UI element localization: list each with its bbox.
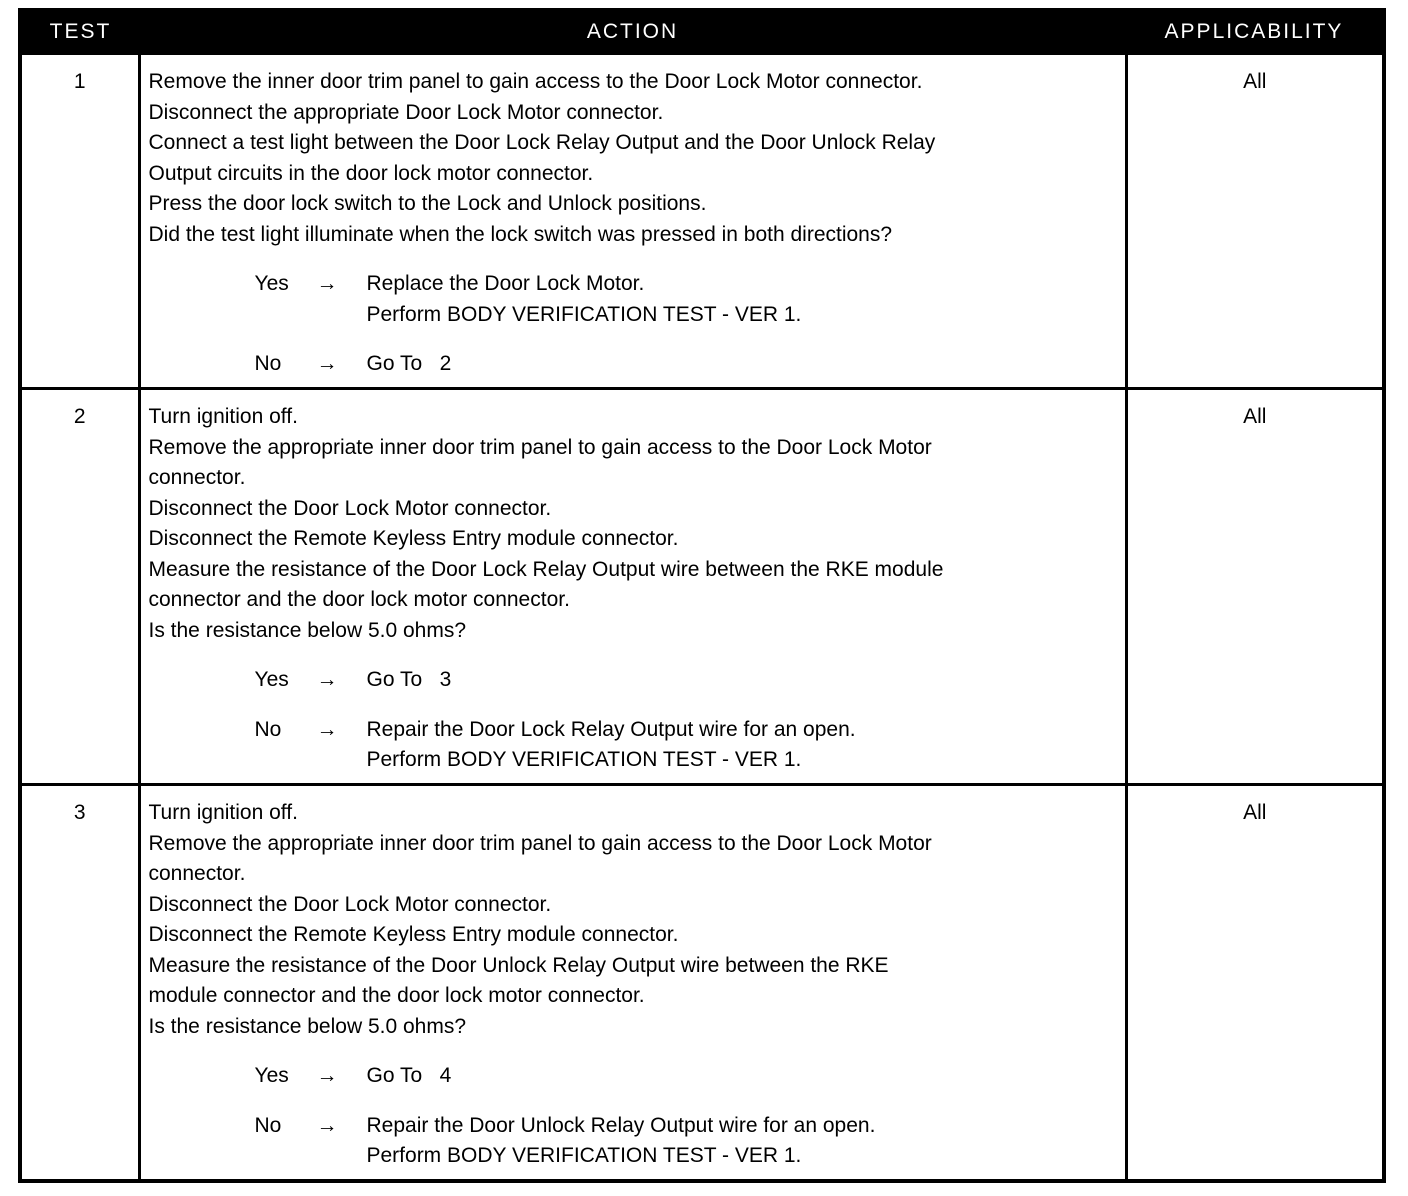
header-test: TEST [20, 10, 139, 54]
yes-outcome [255, 1061, 1119, 1092]
yes-result [367, 1061, 1119, 1092]
action-step: Measure the resistance of the Door Unlock Relay Output wire between the RKE [148, 953, 889, 977]
action-step: Disconnect the Door Lock Motor connector. [148, 892, 552, 916]
applicability-value: All [1126, 785, 1384, 1181]
applicability-value: All [1126, 54, 1384, 389]
action-step: Did the test light illuminate when the lock switch was pressed in both directions? [148, 222, 893, 246]
table-row [20, 54, 1384, 389]
yes-outcome [255, 665, 1119, 696]
result-line: Go To 4 [366, 1064, 452, 1087]
test-number: 3 [20, 785, 139, 1181]
result-line: Go To 3 [366, 668, 452, 691]
table-row [20, 389, 1384, 785]
header-action: ACTION [139, 10, 1126, 54]
action-cell [139, 389, 1126, 785]
action-step: Disconnect the Remote Keyless Entry module connector. [148, 527, 679, 550]
no-result [367, 349, 1119, 380]
right-arrow-icon: → [316, 352, 338, 375]
action-step: module connector and the door lock motor connector. [148, 984, 645, 1007]
right-arrow-icon: → [316, 668, 338, 691]
table-row [20, 785, 1384, 1181]
result-line: Repair the Door Lock Relay Output wire for an open. [366, 717, 856, 741]
action-step: Connect a test light between the Door Lock Relay Output and the Door Unlock Relay [148, 131, 936, 154]
table-header [20, 10, 1384, 54]
no-label: No [254, 352, 282, 375]
action-step: connector. [148, 466, 246, 489]
action-step: Disconnect the appropriate Door Lock Motor connector. [148, 100, 664, 124]
result-line: Perform BODY VERIFICATION TEST - VER 1. [366, 748, 802, 771]
right-arrow-icon: → [316, 717, 338, 741]
no-result [367, 1111, 1119, 1172]
action-step: Is the resistance below 5.0 ohms? [148, 1014, 467, 1038]
result-line: Perform BODY VERIFICATION TEST - VER 1. [366, 302, 802, 326]
result-line: Go To 2 [366, 352, 452, 375]
yes-label: Yes [254, 272, 289, 295]
action-step: Measure the resistance of the Door Lock Relay Output wire between the RKE module [148, 557, 944, 581]
yes-outcome [255, 269, 1119, 330]
no-outcome [255, 715, 1119, 776]
diagnostic-table [18, 8, 1386, 1183]
test-number: 1 [20, 54, 139, 389]
no-outcome [255, 1111, 1119, 1172]
no-label: No [254, 717, 282, 741]
action-step: Turn ignition off. [148, 801, 298, 824]
result-line: Replace the Door Lock Motor. [366, 272, 645, 295]
result-line: Repair the Door Unlock Relay Output wire for an open. [366, 1113, 876, 1137]
header-applicability: APPLICABILITY [1126, 10, 1384, 54]
action-step: connector and the door lock motor connector. [148, 588, 570, 611]
action-step: Is the resistance below 5.0 ohms? [148, 618, 467, 642]
right-arrow-icon: → [316, 1113, 338, 1137]
action-step: Press the door lock switch to the Lock and Unlock positions. [148, 192, 707, 215]
action-step: Remove the appropriate inner door trim panel to gain access to the Door Lock Motor [148, 831, 932, 855]
action-cell [139, 54, 1126, 389]
action-step: Remove the appropriate inner door trim panel to gain access to the Door Lock Motor [148, 435, 932, 459]
action-step: Disconnect the Door Lock Motor connector. [148, 496, 552, 520]
action-cell [139, 785, 1126, 1181]
action-step: Disconnect the Remote Keyless Entry module connector. [148, 923, 679, 946]
yes-label: Yes [254, 668, 289, 691]
action-step: connector. [148, 862, 246, 885]
applicability-value: All [1126, 389, 1384, 785]
yes-result [367, 269, 1119, 330]
action-step: Turn ignition off. [148, 405, 298, 428]
action-step: Remove the inner door trim panel to gain access to the Door Lock Motor connector. [148, 70, 923, 93]
test-number: 2 [20, 389, 139, 785]
result-line: Perform BODY VERIFICATION TEST - VER 1. [366, 1144, 802, 1167]
yes-result [367, 665, 1119, 696]
right-arrow-icon: → [316, 272, 338, 295]
no-label: No [254, 1113, 282, 1137]
yes-label: Yes [254, 1064, 289, 1087]
right-arrow-icon: → [316, 1064, 338, 1087]
action-step: Output circuits in the door lock motor connector. [148, 161, 594, 185]
no-outcome [255, 349, 1119, 380]
no-result [367, 715, 1119, 776]
